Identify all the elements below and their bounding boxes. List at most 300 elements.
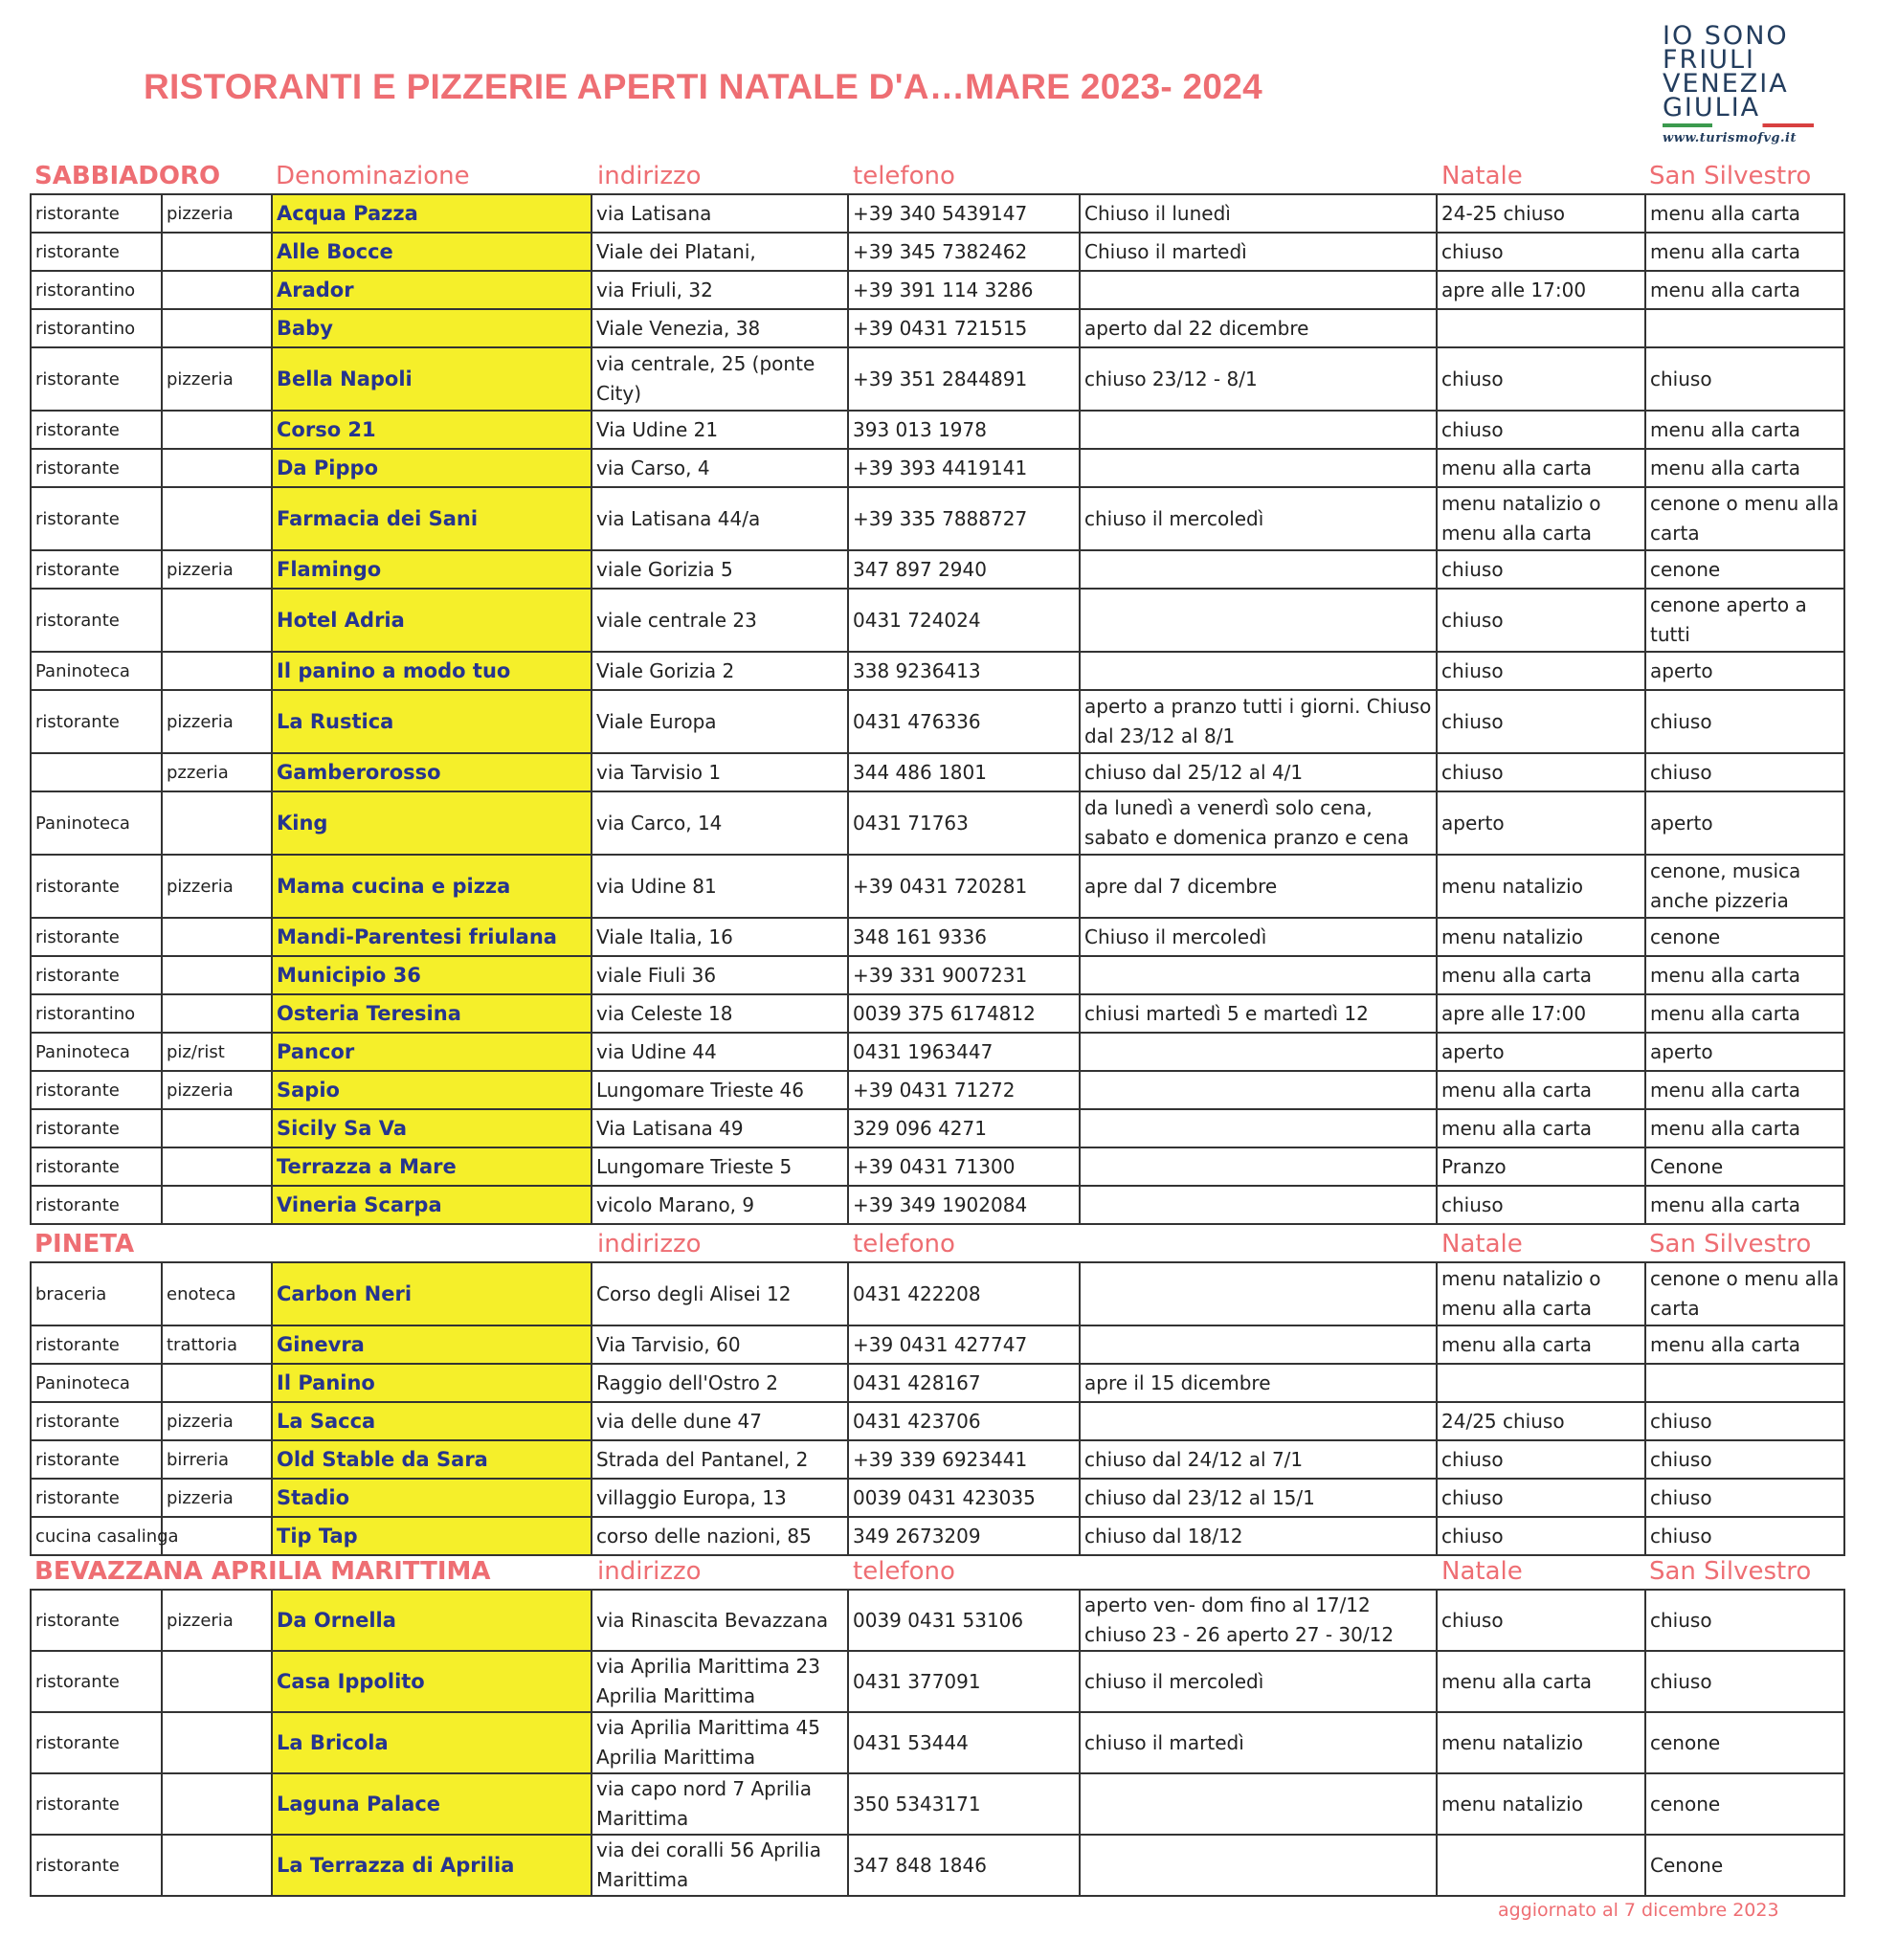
silvestro-cell: Cenone [1645, 1147, 1844, 1186]
natale-cell: Pranzo [1437, 1147, 1645, 1186]
tipo2-cell [162, 791, 272, 855]
phone-cell: 347 897 2940 [848, 550, 1080, 589]
phone-cell: 344 486 1801 [848, 753, 1080, 791]
phone-cell: +39 0431 71300 [848, 1147, 1080, 1186]
table-row [31, 1364, 1844, 1402]
phone-cell: 0039 375 6174812 [848, 994, 1080, 1033]
name-cell: Sicily Sa Va [272, 1109, 592, 1147]
natale-cell: menu alla carta [1437, 1071, 1645, 1109]
name-cell: Vineria Scarpa [272, 1186, 592, 1224]
tourism-logo [1663, 21, 1844, 145]
note-cell: aperto ven- dom fino al 17/12 chiuso 23 - 26 aperto 27 - 30/12 [1080, 1590, 1437, 1651]
natale-cell: menu alla carta [1437, 1325, 1645, 1364]
tipo-cell: ristorante [31, 487, 162, 550]
silvestro-cell: chiuso [1645, 1479, 1844, 1517]
table-row [31, 194, 1844, 233]
note-cell [1080, 1262, 1437, 1325]
tipo-cell: ristorante [31, 1835, 162, 1896]
name-cell: Alle Bocce [272, 233, 592, 271]
name-cell: Mama cucina e pizza [272, 855, 592, 918]
tipo2-cell: trattoria [162, 1325, 272, 1364]
natale-cell: apre alle 17:00 [1437, 271, 1645, 309]
table-row [31, 1712, 1844, 1773]
logo-url: www.turismofvg.it [1663, 131, 1797, 145]
tipo2-cell [162, 1773, 272, 1835]
phone-cell: 0431 422208 [848, 1262, 1080, 1325]
table-row [31, 550, 1844, 589]
tipo2-cell [162, 309, 272, 347]
natale-cell: aperto [1437, 1033, 1645, 1071]
name-cell: La Terrazza di Aprilia [272, 1835, 592, 1896]
address-cell: via centrale, 25 (ponte City) [592, 347, 848, 411]
table-row [31, 753, 1844, 791]
address-cell: Lungomare Trieste 46 [592, 1071, 848, 1109]
address-cell: via dei coralli 56 Aprilia Marittima [592, 1835, 848, 1896]
tipo2-cell [162, 1147, 272, 1186]
address-cell: via Celeste 18 [592, 994, 848, 1033]
table-row [31, 855, 1844, 918]
tipo-cell: ristorante [31, 1440, 162, 1479]
table-row [31, 1835, 1844, 1896]
tipo-cell: Paninoteca [31, 652, 162, 690]
name-cell: Bella Napoli [272, 347, 592, 411]
phone-cell: +39 391 114 3286 [848, 271, 1080, 309]
name-cell: Flamingo [272, 550, 592, 589]
address-cell: via Carco, 14 [592, 791, 848, 855]
silvestro-cell: chiuso [1645, 1517, 1844, 1555]
page-title: RISTORANTI E PIZZERIE APERTI NATALE D'A…MARE 2023- 2024 [144, 67, 1263, 106]
header-san-silvestro: San Silvestro [1649, 1557, 1812, 1586]
update-note: aggiornato al 7 dicembre 2023 [1498, 1900, 1779, 1921]
header-denominazione: Denominazione [276, 162, 470, 190]
name-cell: Baby [272, 309, 592, 347]
header-telefono: telefono [853, 1557, 955, 1586]
address-cell: via Udine 44 [592, 1033, 848, 1071]
address-cell: Viale Gorizia 2 [592, 652, 848, 690]
silvestro-cell: menu alla carta [1645, 1325, 1844, 1364]
table-row [31, 271, 1844, 309]
natale-cell [1437, 1364, 1645, 1402]
tipo-cell: ristorante [31, 1712, 162, 1773]
silvestro-cell: menu alla carta [1645, 449, 1844, 487]
note-cell [1080, 1071, 1437, 1109]
tipo2-cell [162, 1835, 272, 1896]
tipo2-cell [162, 1651, 272, 1712]
address-cell: via Friuli, 32 [592, 271, 848, 309]
tipo2-cell: pizzeria [162, 1479, 272, 1517]
tipo-cell: ristorante [31, 589, 162, 652]
name-cell: Farmacia dei Sani [272, 487, 592, 550]
silvestro-cell: chiuso [1645, 1440, 1844, 1479]
note-cell [1080, 1033, 1437, 1071]
phone-cell: +39 0431 71272 [848, 1071, 1080, 1109]
name-cell: Sapio [272, 1071, 592, 1109]
tipo-cell: Paninoteca [31, 1364, 162, 1402]
natale-cell: menu natalizio [1437, 855, 1645, 918]
table-row [31, 1517, 1844, 1555]
address-cell: Via Latisana 49 [592, 1109, 848, 1147]
tipo-cell: ristorantino [31, 309, 162, 347]
table-row [31, 1479, 1844, 1517]
table-row [31, 1186, 1844, 1224]
name-cell: Acqua Pazza [272, 194, 592, 233]
tipo-cell: ristorantino [31, 994, 162, 1033]
name-cell: Corso 21 [272, 411, 592, 449]
address-cell: via capo nord 7 Aprilia Marittima [592, 1773, 848, 1835]
note-cell [1080, 1186, 1437, 1224]
tipo2-cell: pzzeria [162, 753, 272, 791]
tipo-cell: cucina casalinga [31, 1517, 162, 1555]
address-cell: Viale Europa [592, 690, 848, 753]
header-telefono: telefono [853, 162, 955, 190]
table-row [31, 589, 1844, 652]
note-cell: Chiuso il martedì [1080, 233, 1437, 271]
natale-cell [1437, 309, 1645, 347]
tipo2-cell [162, 487, 272, 550]
phone-cell: 0431 377091 [848, 1651, 1080, 1712]
address-cell: via delle dune 47 [592, 1402, 848, 1440]
name-cell: Da Ornella [272, 1590, 592, 1651]
note-cell: Chiuso il lunedì [1080, 194, 1437, 233]
address-cell: via Aprilia Marittima 23 Aprilia Marittima [592, 1651, 848, 1712]
tipo-cell: ristorante [31, 1402, 162, 1440]
tipo-cell: Paninoteca [31, 791, 162, 855]
note-cell [1080, 1147, 1437, 1186]
address-cell: vicolo Marano, 9 [592, 1186, 848, 1224]
address-cell: via Tarvisio 1 [592, 753, 848, 791]
note-cell: chiuso il mercoledì [1080, 1651, 1437, 1712]
tipo-cell: Paninoteca [31, 1033, 162, 1071]
address-cell: Via Udine 21 [592, 411, 848, 449]
address-cell: via Udine 81 [592, 855, 848, 918]
name-cell: Tip Tap [272, 1517, 592, 1555]
name-cell: Da Pippo [272, 449, 592, 487]
natale-cell: 24/25 chiuso [1437, 1402, 1645, 1440]
natale-cell: chiuso [1437, 753, 1645, 791]
silvestro-cell: aperto [1645, 652, 1844, 690]
silvestro-cell: chiuso [1645, 1590, 1844, 1651]
name-cell: Carbon Neri [272, 1262, 592, 1325]
address-cell: Via Tarvisio, 60 [592, 1325, 848, 1364]
natale-cell: chiuso [1437, 233, 1645, 271]
natale-cell: menu natalizio [1437, 1773, 1645, 1835]
phone-cell: 0431 71763 [848, 791, 1080, 855]
silvestro-cell: chiuso [1645, 1651, 1844, 1712]
phone-cell: +39 331 9007231 [848, 956, 1080, 994]
name-cell: Gamberorosso [272, 753, 592, 791]
note-cell [1080, 1773, 1437, 1835]
natale-cell: chiuso [1437, 1517, 1645, 1555]
address-cell: via Latisana [592, 194, 848, 233]
phone-cell: 0431 724024 [848, 589, 1080, 652]
natale-cell: apre alle 17:00 [1437, 994, 1645, 1033]
tipo-cell: ristorante [31, 550, 162, 589]
phone-cell: 347 848 1846 [848, 1835, 1080, 1896]
tipo2-cell [162, 449, 272, 487]
table-row [31, 690, 1844, 753]
tipo-cell: ristorante [31, 1479, 162, 1517]
restaurant-table-sabbiadoro [30, 193, 1845, 1225]
address-cell: Viale Italia, 16 [592, 918, 848, 956]
note-cell [1080, 652, 1437, 690]
phone-cell: 0431 476336 [848, 690, 1080, 753]
name-cell: Laguna Palace [272, 1773, 592, 1835]
name-cell: Terrazza a Mare [272, 1147, 592, 1186]
tipo2-cell: pizzeria [162, 194, 272, 233]
name-cell: Pancor [272, 1033, 592, 1071]
silvestro-cell: menu alla carta [1645, 194, 1844, 233]
note-cell [1080, 1109, 1437, 1147]
natale-cell: menu natalizio o menu alla carta [1437, 487, 1645, 550]
section-title-bevazzana: BEVAZZANA APRILIA MARITTIMA [34, 1557, 491, 1586]
natale-cell: menu natalizio [1437, 1712, 1645, 1773]
tipo2-cell: enoteca [162, 1262, 272, 1325]
tipo-cell: ristorante [31, 956, 162, 994]
silvestro-cell: aperto [1645, 1033, 1844, 1071]
natale-cell: aperto [1437, 791, 1645, 855]
phone-cell: 393 013 1978 [848, 411, 1080, 449]
tipo2-cell [162, 233, 272, 271]
table-row [31, 1109, 1844, 1147]
header-san-silvestro: San Silvestro [1649, 162, 1812, 190]
tipo-cell: ristorante [31, 1590, 162, 1651]
address-cell: Strada del Pantanel, 2 [592, 1440, 848, 1479]
name-cell: La Rustica [272, 690, 592, 753]
phone-cell: +39 0431 427747 [848, 1325, 1080, 1364]
note-cell [1080, 449, 1437, 487]
silvestro-cell: Cenone [1645, 1835, 1844, 1896]
table-row [31, 309, 1844, 347]
name-cell: Hotel Adria [272, 589, 592, 652]
note-cell: apre dal 7 dicembre [1080, 855, 1437, 918]
tipo2-cell [162, 918, 272, 956]
natale-cell: chiuso [1437, 347, 1645, 411]
address-cell: via Latisana 44/a [592, 487, 848, 550]
table-row [31, 1590, 1844, 1651]
note-cell [1080, 1402, 1437, 1440]
phone-cell: 0431 53444 [848, 1712, 1080, 1773]
tipo2-cell: pizzeria [162, 1402, 272, 1440]
tipo-cell: ristorante [31, 1325, 162, 1364]
silvestro-cell: menu alla carta [1645, 1186, 1844, 1224]
address-cell: via Rinascita Bevazzana [592, 1590, 848, 1651]
note-cell [1080, 550, 1437, 589]
phone-cell: +39 339 6923441 [848, 1440, 1080, 1479]
note-cell: chiuso il mercoledì [1080, 487, 1437, 550]
address-cell: corso delle nazioni, 85 [592, 1517, 848, 1555]
natale-cell: chiuso [1437, 1186, 1645, 1224]
tipo2-cell [162, 1364, 272, 1402]
tipo2-cell [162, 271, 272, 309]
tipo2-cell [162, 1109, 272, 1147]
header-natale: Natale [1441, 1230, 1523, 1258]
name-cell: Stadio [272, 1479, 592, 1517]
tipo-cell: ristorante [31, 1651, 162, 1712]
tipo-cell: ristorante [31, 1147, 162, 1186]
name-cell: La Sacca [272, 1402, 592, 1440]
address-cell: Corso degli Alisei 12 [592, 1262, 848, 1325]
phone-cell: 349 2673209 [848, 1517, 1080, 1555]
table-row [31, 411, 1844, 449]
silvestro-cell: cenone [1645, 918, 1844, 956]
note-cell [1080, 1325, 1437, 1364]
table-row [31, 1325, 1844, 1364]
header-indirizzo: indirizzo [597, 1557, 702, 1586]
header-indirizzo: indirizzo [597, 162, 702, 190]
logo-line: IO SONO [1663, 21, 1789, 51]
tipo-cell: ristorante [31, 1773, 162, 1835]
silvestro-cell: chiuso [1645, 347, 1844, 411]
tipo2-cell: pizzeria [162, 690, 272, 753]
tipo2-cell [162, 589, 272, 652]
address-cell: Lungomare Trieste 5 [592, 1147, 848, 1186]
natale-cell: 24-25 chiuso [1437, 194, 1645, 233]
phone-cell: 0431 1963447 [848, 1033, 1080, 1071]
silvestro-cell: cenone aperto a tutti [1645, 589, 1844, 652]
tipo2-cell [162, 1712, 272, 1773]
tipo-cell: ristorantino [31, 271, 162, 309]
silvestro-cell: menu alla carta [1645, 994, 1844, 1033]
note-cell: chiuso dal 24/12 al 7/1 [1080, 1440, 1437, 1479]
name-cell: Osteria Teresina [272, 994, 592, 1033]
phone-cell: +39 349 1902084 [848, 1186, 1080, 1224]
logo-line: VENEZIA [1663, 69, 1789, 99]
natale-cell: menu natalizio o menu alla carta [1437, 1262, 1645, 1325]
address-cell: Raggio dell'Ostro 2 [592, 1364, 848, 1402]
tipo-cell: ristorante [31, 194, 162, 233]
name-cell: Casa Ippolito [272, 1651, 592, 1712]
tipo-cell: ristorante [31, 233, 162, 271]
name-cell: Mandi-Parentesi friulana [272, 918, 592, 956]
natale-cell: menu alla carta [1437, 1109, 1645, 1147]
natale-cell: menu alla carta [1437, 956, 1645, 994]
table-row [31, 1651, 1844, 1712]
section-title-pineta: PINETA [34, 1230, 135, 1258]
tipo2-cell: pizzeria [162, 1071, 272, 1109]
header-natale: Natale [1441, 162, 1523, 190]
address-cell: viale Gorizia 5 [592, 550, 848, 589]
silvestro-cell: menu alla carta [1645, 271, 1844, 309]
note-cell [1080, 589, 1437, 652]
natale-cell: chiuso [1437, 652, 1645, 690]
silvestro-cell [1645, 1364, 1844, 1402]
natale-cell: chiuso [1437, 589, 1645, 652]
tipo-cell [31, 753, 162, 791]
address-cell: via Aprilia Marittima 45 Aprilia Marittima [592, 1712, 848, 1773]
header-telefono: telefono [853, 1230, 955, 1258]
address-cell: via Carso, 4 [592, 449, 848, 487]
address-cell: Viale dei Platani, [592, 233, 848, 271]
table-row [31, 1440, 1844, 1479]
note-cell: Chiuso il mercoledì [1080, 918, 1437, 956]
tipo2-cell: piz/rist [162, 1033, 272, 1071]
name-cell: King [272, 791, 592, 855]
silvestro-cell: menu alla carta [1645, 1071, 1844, 1109]
silvestro-cell: menu alla carta [1645, 956, 1844, 994]
table-row [31, 1402, 1844, 1440]
silvestro-cell: cenone [1645, 1712, 1844, 1773]
table-row [31, 918, 1844, 956]
name-cell: Municipio 36 [272, 956, 592, 994]
table-row [31, 1262, 1844, 1325]
table-row [31, 652, 1844, 690]
tipo-cell: ristorante [31, 411, 162, 449]
phone-cell: 329 096 4271 [848, 1109, 1080, 1147]
name-cell: La Bricola [272, 1712, 592, 1773]
name-cell: Ginevra [272, 1325, 592, 1364]
tipo2-cell [162, 994, 272, 1033]
natale-cell: chiuso [1437, 550, 1645, 589]
tipo2-cell [162, 956, 272, 994]
tipo-cell: ristorante [31, 918, 162, 956]
address-cell: viale Fiuli 36 [592, 956, 848, 994]
natale-cell: menu alla carta [1437, 449, 1645, 487]
natale-cell: menu natalizio [1437, 918, 1645, 956]
note-cell: aperto dal 22 dicembre [1080, 309, 1437, 347]
phone-cell: +39 345 7382462 [848, 233, 1080, 271]
note-cell: chiuso il martedì [1080, 1712, 1437, 1773]
note-cell: chiusi martedì 5 e martedì 12 [1080, 994, 1437, 1033]
name-cell: Old Stable da Sara [272, 1440, 592, 1479]
phone-cell: 0431 428167 [848, 1364, 1080, 1402]
name-cell: Il panino a modo tuo [272, 652, 592, 690]
silvestro-cell [1645, 309, 1844, 347]
table-row [31, 791, 1844, 855]
phone-cell: 348 161 9336 [848, 918, 1080, 956]
tipo-cell: ristorante [31, 449, 162, 487]
silvestro-cell: cenone, musica anche pizzeria [1645, 855, 1844, 918]
table-row [31, 1033, 1844, 1071]
table-row [31, 1773, 1844, 1835]
table-row [31, 956, 1844, 994]
tipo-cell: ristorante [31, 347, 162, 411]
natale-cell: chiuso [1437, 1590, 1645, 1651]
phone-cell: 338 9236413 [848, 652, 1080, 690]
silvestro-cell: chiuso [1645, 1402, 1844, 1440]
tipo-cell: ristorante [31, 1109, 162, 1147]
restaurant-table-bevazzana [30, 1589, 1845, 1897]
tipo2-cell [162, 1186, 272, 1224]
natale-cell: chiuso [1437, 1440, 1645, 1479]
header-san-silvestro: San Silvestro [1649, 1230, 1812, 1258]
silvestro-cell: cenone o menu alla carta [1645, 1262, 1844, 1325]
tipo2-cell: pizzeria [162, 347, 272, 411]
tipo2-cell: pizzeria [162, 550, 272, 589]
note-cell: apre il 15 dicembre [1080, 1364, 1437, 1402]
name-cell: Il Panino [272, 1364, 592, 1402]
table-row [31, 1071, 1844, 1109]
note-cell: chiuso 23/12 - 8/1 [1080, 347, 1437, 411]
table-row [31, 449, 1844, 487]
note-cell [1080, 1835, 1437, 1896]
header-natale: Natale [1441, 1557, 1523, 1586]
phone-cell: +39 0431 721515 [848, 309, 1080, 347]
phone-cell: 0039 0431 53106 [848, 1590, 1080, 1651]
table-row [31, 233, 1844, 271]
address-cell: Viale Venezia, 38 [592, 309, 848, 347]
tipo2-cell [162, 652, 272, 690]
note-cell: chiuso dal 25/12 al 4/1 [1080, 753, 1437, 791]
silvestro-cell: cenone o menu alla carta [1645, 487, 1844, 550]
phone-cell: 0039 0431 423035 [848, 1479, 1080, 1517]
note-cell [1080, 411, 1437, 449]
note-cell: da lunedì a venerdì solo cena, sabato e domenica pranzo e cena [1080, 791, 1437, 855]
silvestro-cell: chiuso [1645, 753, 1844, 791]
tipo2-cell [162, 411, 272, 449]
tipo-cell: ristorante [31, 1071, 162, 1109]
natale-cell: chiuso [1437, 690, 1645, 753]
silvestro-cell: menu alla carta [1645, 1109, 1844, 1147]
